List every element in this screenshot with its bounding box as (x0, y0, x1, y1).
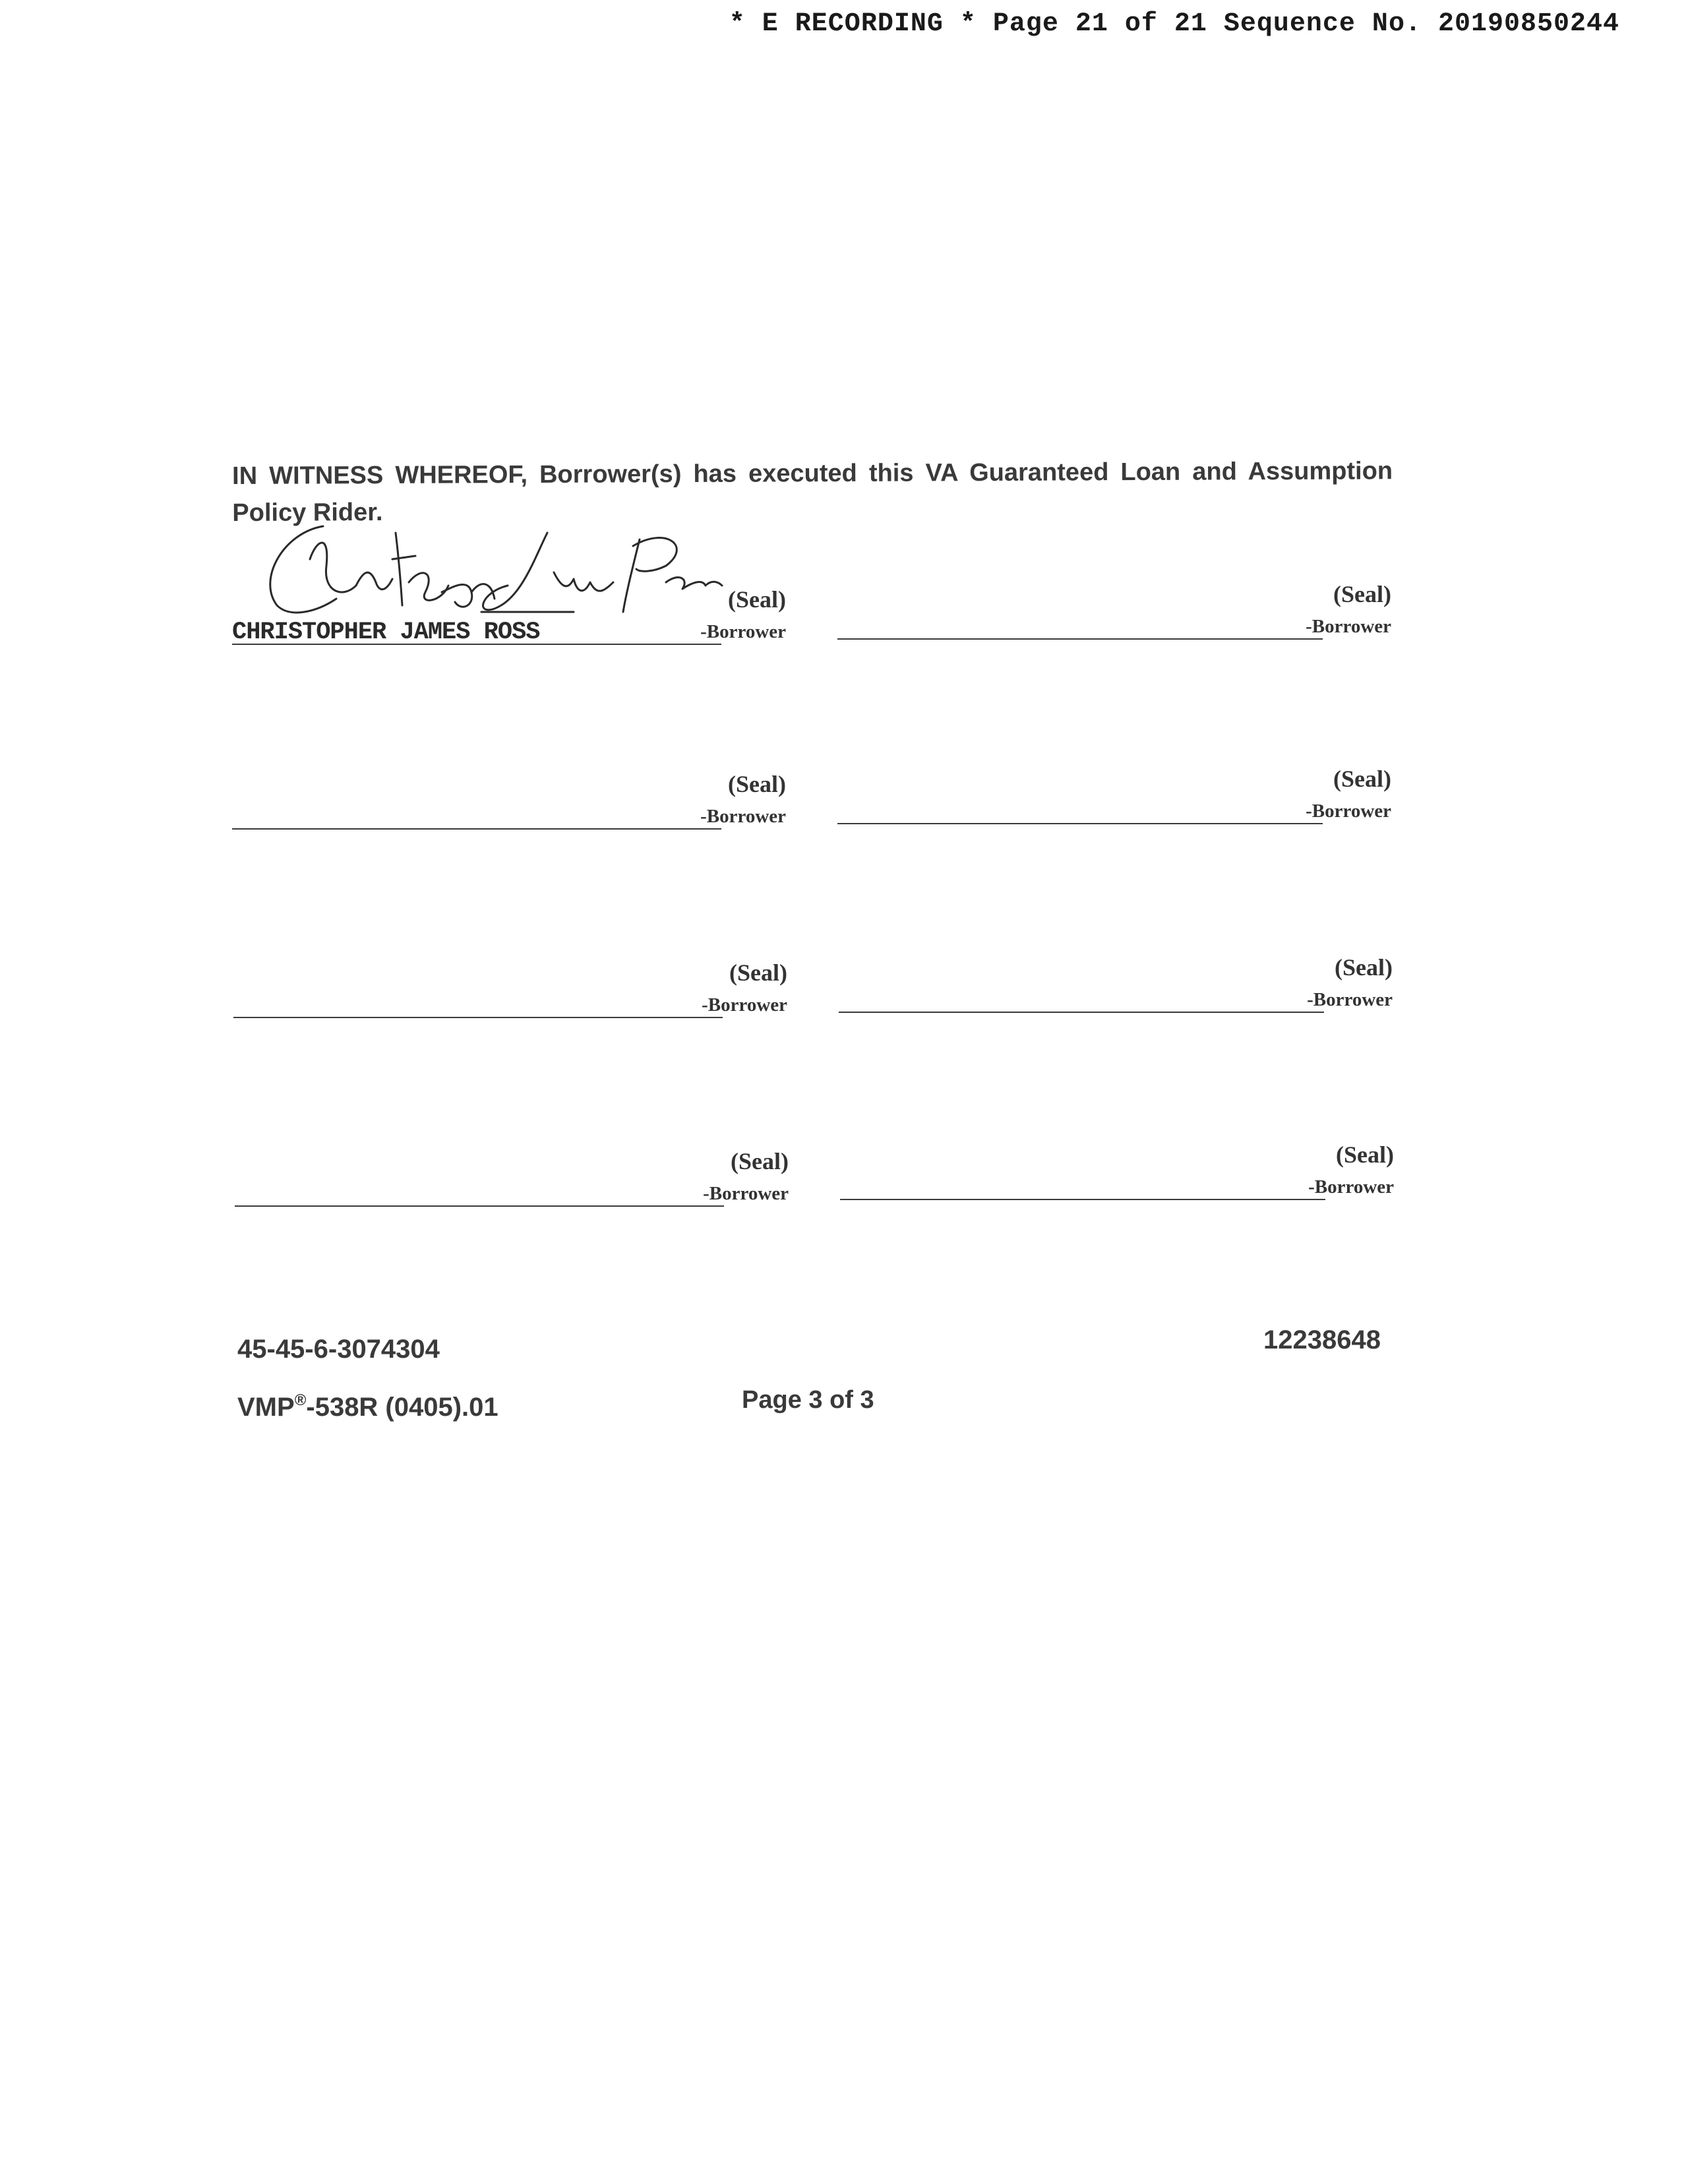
signature-row (837, 567, 1391, 607)
borrower-label: -Borrower (700, 806, 786, 827)
signature-block-borrower-4 (837, 752, 1391, 824)
signature-line[interactable] (837, 790, 1323, 824)
signature-row (840, 1128, 1394, 1167)
signature-row (232, 757, 786, 797)
signature-block-borrower-2 (837, 567, 1391, 640)
seal-label: (Seal) (1333, 766, 1391, 792)
signature-row (232, 572, 786, 612)
signature-row (233, 946, 787, 985)
borrower-label: -Borrower (1307, 989, 1393, 1010)
signature-line[interactable] (839, 979, 1324, 1013)
signature-line[interactable] (235, 1172, 724, 1207)
signer-printed-name: CHRISTOPHER JAMES ROSS (232, 619, 540, 646)
signature-row (837, 752, 1391, 791)
seal-label: (Seal) (1333, 581, 1391, 607)
loan-number: 45-45-6-3074304 (237, 1335, 440, 1364)
form-suffix: -538R (0405).01 (306, 1393, 498, 1422)
form-prefix: VMP (237, 1393, 295, 1422)
seal-label: (Seal) (731, 1148, 789, 1174)
signature-line[interactable] (233, 984, 723, 1018)
signature-block-borrower-5 (233, 946, 787, 1018)
signature-line[interactable] (837, 605, 1323, 640)
witness-clause: IN WITNESS WHEREOF, Borrower(s) has executed this VA Guaranteed Loan and Assumption Policy Rider. (232, 457, 1393, 527)
borrower-label: -Borrower (700, 621, 786, 642)
document-number: 12238648 (1263, 1325, 1381, 1354)
registered-mark: ® (294, 1391, 307, 1409)
form-identifier (237, 1391, 498, 1422)
page-number: Page 3 of 3 (742, 1386, 874, 1414)
signature-row (839, 940, 1393, 980)
signature-block-borrower-1 (232, 572, 786, 645)
signature-row (235, 1134, 789, 1174)
seal-label: (Seal) (729, 959, 787, 986)
borrower-label: -Borrower (1306, 616, 1391, 637)
signature-line[interactable] (840, 1166, 1325, 1200)
seal-label: (Seal) (728, 586, 786, 613)
signature-block-borrower-7 (235, 1134, 789, 1207)
borrower-label: -Borrower (702, 994, 787, 1016)
handwritten-signature (244, 520, 890, 619)
borrower-label: -Borrower (1306, 801, 1391, 822)
signature-block-borrower-6 (839, 940, 1393, 1013)
signature-block-borrower-3 (232, 757, 786, 830)
recording-header-stamp: * E RECORDING * Page 21 of 21 Sequence No. 20190850244 (729, 9, 1619, 39)
borrower-label: -Borrower (703, 1183, 789, 1204)
seal-label: (Seal) (1336, 1141, 1394, 1168)
signature-line[interactable] (232, 795, 721, 830)
seal-label: (Seal) (1335, 954, 1393, 981)
seal-label: (Seal) (728, 771, 786, 797)
signature-block-borrower-8 (840, 1128, 1394, 1200)
borrower-label: -Borrower (1308, 1176, 1394, 1198)
